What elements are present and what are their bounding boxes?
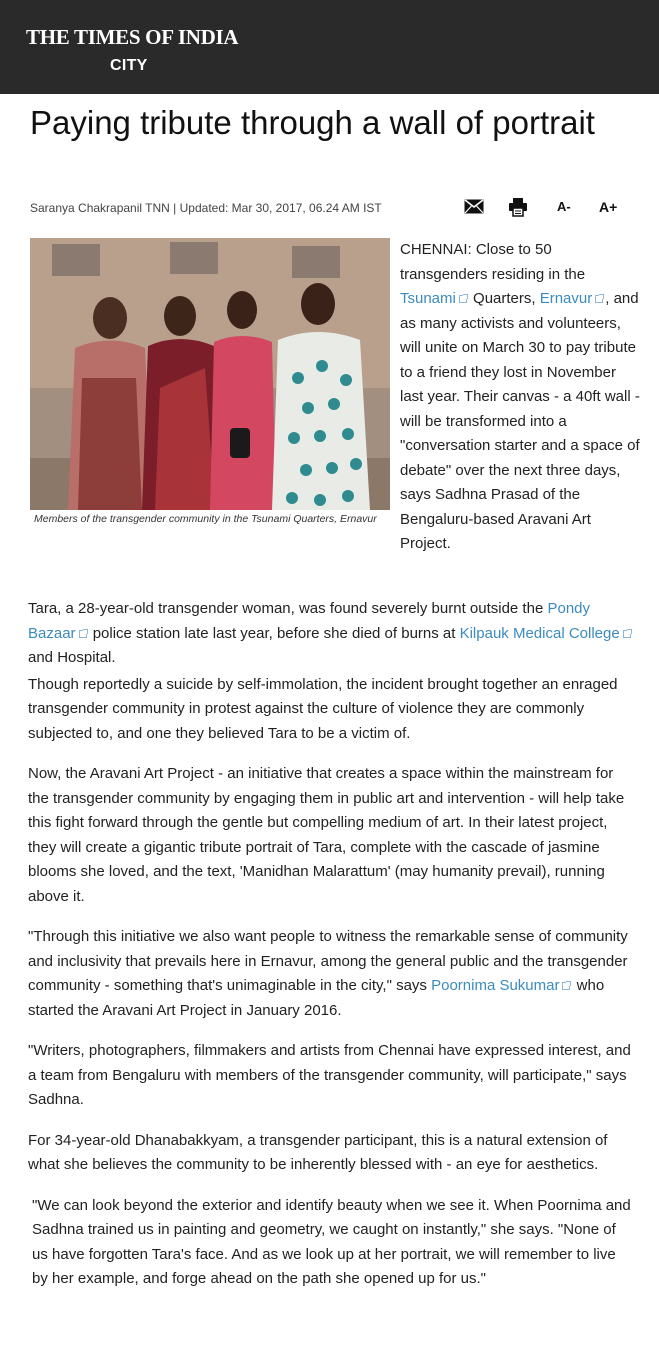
- external-link-icon: [623, 630, 631, 638]
- font-increase-button[interactable]: A+: [599, 199, 618, 215]
- article-body: [28, 597, 633, 1292]
- external-link-icon: [562, 982, 570, 990]
- article-title: Paying tribute through a wall of portrait: [30, 104, 595, 141]
- link-pondy-bazaar[interactable]: Pondy Bazaar: [28, 600, 591, 642]
- paragraph: Tara, a 28-year-old transgender woman, was found severely burnt outside the Pondy Bazaar police station late last year, before she died of burns at Kilpauk Medical College and Hospital.: [28, 597, 633, 671]
- link-tsunami[interactable]: Tsunami: [400, 290, 456, 307]
- image-caption: Members of the transgender community in the Tsunami Quarters, Ernavur: [34, 513, 377, 525]
- paragraph: For 34-year-old Dhanabakkyam, a transgender participant, this is a natural extension of what she believes the community to be inherently blessed with - an eye for aesthetics.: [28, 1131, 608, 1173]
- paragraph: "Through this initiative we also want people to witness the remarkable sense of community and inclusivity that prevails here in Ernavur, among the general public and the transgender community - something that's unimaginable in the city," says Poornima Sukumar who started the Aravani Art Project in January 2016.: [28, 928, 628, 1019]
- quote-paragraph: "We can look beyond the exterior and identify beauty when we see it. When Poornima and Sadhna trained us in painting and geometry, we caught on instantly," she says. "None of us have forgotten Tara's face. And as we look up at her portrait, we will remember to live by her example, and forge ahead on the path she opened up for us.": [32, 1196, 631, 1287]
- link-kilpauk-medical-college[interactable]: Kilpauk Medical College: [459, 624, 620, 642]
- article-photo: [30, 238, 390, 510]
- lead-paragraph: CHENNAI: Close to 50 transgenders residing in the Tsunami Quarters, Ernavur , and as many activists and volunteers, will unite on March 30 to pay tribute to a friend they lost in November last year. Their canvas - a 40ft wall - will be transformed into a "conversation starter and a space of debate" over the next three days, says Sadhna Prasad of the Bengaluru-based Aravani Art Project.: [400, 241, 640, 552]
- print-icon[interactable]: [508, 197, 528, 220]
- section-label[interactable]: CITY: [110, 57, 148, 74]
- external-link-icon: [595, 295, 603, 303]
- paragraph: Though reportedly a suicide by self-immolation, the incident brought together an enraged transgender community in protest against the culture of violence they are commonly subjected to, and one they believed Tara to be a victim of.: [28, 675, 618, 742]
- byline: Saranya Chakrapanil TNN | Updated: Mar 30, 2017, 06.24 AM IST: [30, 201, 382, 215]
- article-tools: [460, 196, 635, 218]
- paragraph: "Writers, photographers, filmmakers and artists from Chennai have expressed interest, and a team from Bengaluru with members of the transgender community, will participate," says Sadhna.: [28, 1042, 631, 1108]
- site-logo[interactable]: THE TIMES OF INDIA: [26, 25, 239, 49]
- site-header: [0, 0, 659, 94]
- external-link-icon: [459, 295, 467, 303]
- external-link-icon: [79, 630, 87, 638]
- link-poornima-sukumar[interactable]: Poornima Sukumar: [431, 977, 560, 994]
- link-ernavur[interactable]: Ernavur: [539, 290, 593, 307]
- email-icon[interactable]: [464, 199, 484, 217]
- paragraph: Now, the Aravani Art Project - an initiative that creates a space within the mainstream for the transgender community by engaging them in public art and intervention - will help take this fight forward through the gentle but compelling medium of art. In their latest project, they will create a gigantic tribute portrait of Tara, complete with the cascade of jasmine blooms she loved, and the text, 'Manidhan Malarattum' (may humanity prevail), running above it.: [28, 765, 625, 905]
- font-decrease-button[interactable]: A-: [557, 199, 571, 214]
